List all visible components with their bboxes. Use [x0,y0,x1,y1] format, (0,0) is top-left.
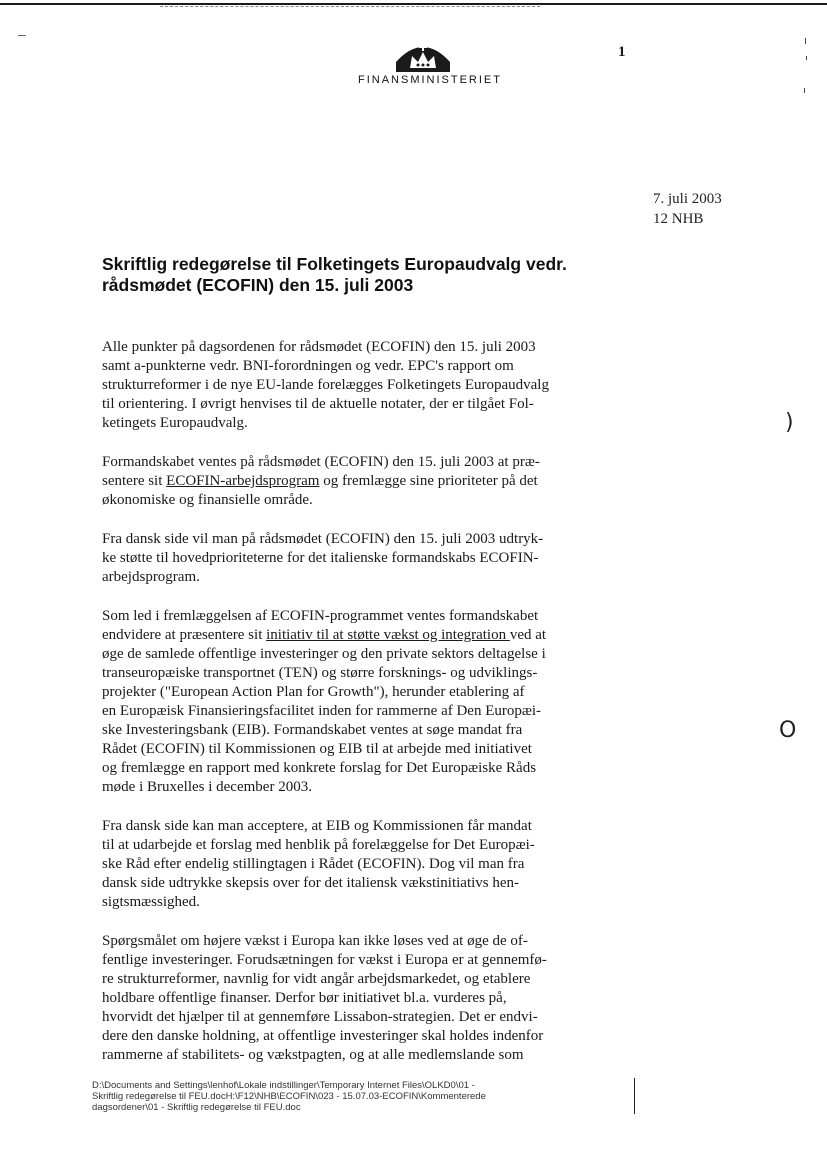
document-body [102,338,630,1085]
document-ref: 12 NHB [653,211,704,227]
scan-dotted-line [160,6,540,8]
document-meta [653,189,722,229]
paragraph: Fra dansk side kan man acceptere, at EIB og Kommissionen får mandat til at udarbejde et forslag med henblik på forelæggelse for Det Europæi- ske Råd efter endelig stillingtagen i Rådet (ECOFIN). Dog vil man fra dansk side udtrykke skepsis over for det italiensk vækstinitiativs hen- sigtsmæssighed. [102,818,535,910]
paragraph-text: ved at øge de samlede offentlige investeringer og den private sektors deltagelse i transeuropæiske transportnet (TEN) og større forsknings- og udviklings- projekter ("European Action Plan for Growth"), herunder etablering af en Europæisk Finansieringsfacilitet inden for rammerne af Den Europæi- ske Investeringsbank (EIB). Formandskabet ventes at søge mandat fra Rådet (ECOFIN) til Kommissionen og EIB til at arbejde med initiativet og fremlægge en rapport med konkrete forslag for Det Europæiske Råds møde i Bruxelles i december 2003. [102,627,547,795]
paragraph-text: og fremlægge sine prioriteter på det økonomiske og finansielle område. [102,473,538,508]
growth-initiative-link[interactable]: initiativ til at støtte vækst og integration [266,627,510,643]
footer-divider [634,1078,635,1114]
document-date: 7. juli 2003 [653,191,722,207]
scan-edge-line [0,3,827,5]
margin-mark: O [779,718,797,743]
paragraph: Spørgsmålet om højere vækst i Europa kan ikke løses ved at øge de of- fentlige investeringer. Forudsætningen for vækst i Europa er at gennemfø- re strukturreformer, navnlig for vidt angår arbejdsmarkedet, og etablere holdbare offentlige finanser. Derfor bør initiativet bl.a. vurderes på, hvorvidt det hjælper til at gennemføre Lissabon-strategien. Det er endvi- dere den danske holdning, at offentlige investeringer skal holdes indenfor rammerne af stabilitets- og vækstpagten, og at alle medlemslande som [102,933,547,1063]
paragraph [102,607,630,797]
margin-mark: ) [785,410,794,435]
paragraph-text: Som led i fremlæggelsen af ECOFIN-programmet ventes formandskabet endvidere at præsentere sit [102,608,539,643]
crown-icon [392,38,454,74]
scan-tick [805,38,806,44]
paragraph [102,453,630,510]
scan-tick [804,88,805,93]
page-number: 1 [618,44,626,60]
scan-tick [806,56,807,60]
ministry-name: FINANSMINISTERIET [357,74,502,86]
paragraph: Fra dansk side vil man på rådsmødet (ECOFIN) den 15. juli 2003 udtryk- ke støtte til hovedprioriteterne for det italienske formandskabs ECOFIN- arbejdsprogram. [102,531,544,585]
paragraph-text: Formandskabet ventes på rådsmødet (ECOFIN) den 15. juli 2003 at præ- sentere sit [102,454,540,489]
document-title: Skriftlig redegørelse til Folketingets Europaudvalg vedr. rådsmødet (ECOFIN) den 15. juli 2003 [102,254,567,295]
ecofin-program-link[interactable]: ECOFIN-arbejdsprogram [166,473,320,489]
scan-mark [18,35,26,36]
file-path-footer: D:\Documents and Settings\lenhof\Lokale indstillinger\Temporary Internet Files\OLKD0\01 - Skriftlig redegørelse til FEU.docH:\F12\NHB\ECOFIN\023 - 15.07.03-ECOFIN\Kommenterede dagsordener\01 - Skriftlig redegørelse til FEU.doc [92,1080,486,1113]
paragraph: Alle punkter på dagsordenen for rådsmødet (ECOFIN) den 15. juli 2003 samt a-punkterne vedr. BNI-forordningen og vedr. EPC's rapport om strukturreformer i de nye EU-lande forelægges Folketingets Europaudvalg til orientering. I øvrigt henvises til de aktuelle notater, der er tilgået Fol- ketingets Europaudvalg. [102,339,549,431]
